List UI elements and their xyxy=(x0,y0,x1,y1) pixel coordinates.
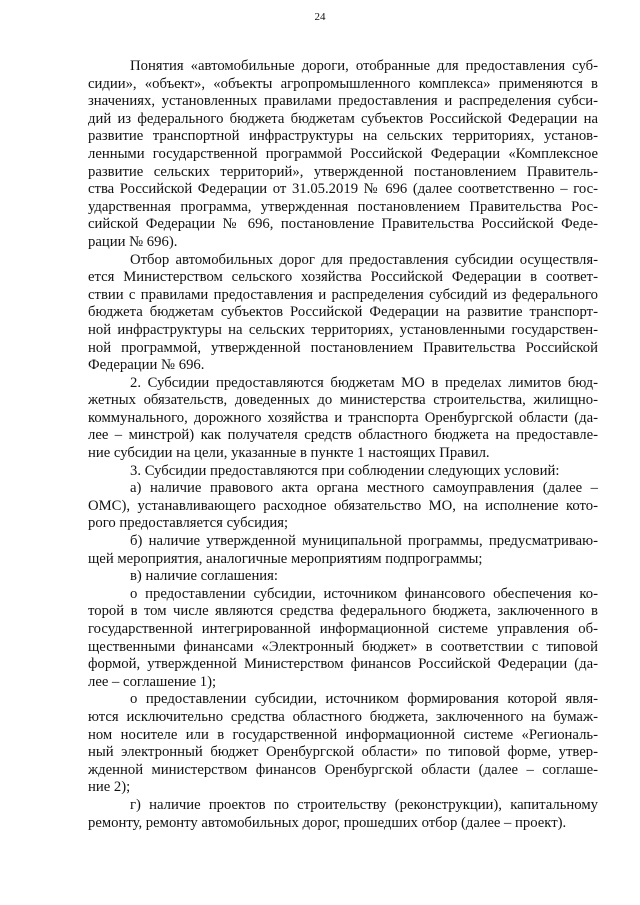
text-line: щественными финансами «Электронный бюджет» в соответствии с типовой xyxy=(88,638,598,655)
text-line: Понятия «автомобильные дороги, отобранные для предоставления суб- xyxy=(130,58,598,74)
text-line: б) наличие утвержденной муниципальной программы, предусматриваю- xyxy=(130,533,598,550)
text-line: ются исключительно средства областного бюджета, заключенного на бумаж- xyxy=(88,708,598,725)
text-line: лее – соглашение 1); xyxy=(88,673,217,690)
text-line: ствии с правилами предоставления и распределения субсидий из федерального xyxy=(88,286,598,303)
text-line: формой, утвержденной Министерством финансов Российской Федерации (да- xyxy=(88,656,598,673)
text-line: значениях, установленных правилами предоставления и распределения субси- xyxy=(88,93,598,110)
text-line: в) наличие соглашения: xyxy=(130,568,279,585)
text-line: ние 2); xyxy=(88,779,131,796)
text-line: сидии», «объект», «объекты агропромышленного комплекса» применяются в xyxy=(88,75,598,92)
text-line: ние субсидии на цели, указанные в пункте 1 настоящих Правил. xyxy=(88,445,490,462)
text-line: рации № 696). xyxy=(88,233,178,250)
text-line: Федерации № 696. xyxy=(88,357,205,374)
text-line: рого предоставляется субсидия; xyxy=(88,515,289,532)
text-line: ства Российской Федерации от 31.05.2019 № 696 (далее соответственно – гос- xyxy=(88,181,598,198)
text-line: бюджета бюджетам субъектов Российской Федерации на развитие транспорт- xyxy=(88,304,598,321)
text-line: жденной министерством финансов Оренбургской области (далее – соглаше- xyxy=(88,761,598,778)
text-line: ОМС), устанавливающего расходное обязательство МО, на исполнение кото- xyxy=(88,497,598,514)
page-number: 24 xyxy=(314,11,326,23)
text-line: 2. Субсидии предоставляются бюджетам МО в пределах лимитов бюд- xyxy=(130,374,598,391)
text-line: сийской Федерации № 696, постановление Правительства Российской Феде- xyxy=(88,216,598,233)
text-line: развитие сельских территорий», утвержденной постановлением Правитель- xyxy=(88,163,598,180)
text-line: ется Министерством сельского хозяйства Российской Федерации в соответ- xyxy=(88,269,598,286)
text-line: ной программой, утвержденной постановлением Правительства Российской xyxy=(88,339,598,356)
document-body xyxy=(88,58,598,832)
text-line: жетных обязательств, доведенных до министерства строительства, жилищно- xyxy=(88,392,598,409)
text-line: ной инфраструктуры на сельских территориях, установленными государствен- xyxy=(88,321,598,338)
text-line: ный электронный бюджет Оренбургской области» по типовой форме, утвер- xyxy=(88,744,598,761)
text-line: о предоставлении субсидии, источником финансового обеспечения ко- xyxy=(130,585,598,602)
text-line: Отбор автомобильных дорог для предоставления субсидии осуществля- xyxy=(130,251,598,268)
text-line: государственной интегрированной информационной системе управления об- xyxy=(88,621,598,637)
text-line: а) наличие правового акта органа местного самоуправления (далее – xyxy=(130,480,598,497)
text-line: лее – минстрой) как получателя средств областного бюджета на предоставле- xyxy=(88,427,598,444)
text-line: щей мероприятия, аналогичные мероприятиям подпрограммы; xyxy=(88,550,483,567)
text-line: торой в том числе являются средства федерального бюджета, заключенного в xyxy=(88,603,598,620)
text-line: ленными государственной программой Российской Федерации «Комплексное xyxy=(88,145,598,162)
text-line: дий из федерального бюджета бюджетам субъектов Российской Федерации на xyxy=(88,110,598,127)
text-line: коммунального, дорожного хозяйства и транспорта Оренбургской области (да- xyxy=(88,409,598,426)
text-line: г) наличие проектов по строительству (реконструкции), капитальному xyxy=(130,796,598,813)
text-line: 3. Субсидии предоставляются при соблюдении следующих условий: xyxy=(130,462,560,479)
text-line: о предоставлении субсидии, источником формирования которой явля- xyxy=(130,691,598,708)
text-line: ударственная программа, утвержденная постановлением Правительства Рос- xyxy=(88,198,598,215)
text-line: ремонту, ремонту автомобильных дорог, прошедших отбор (далее – проект). xyxy=(88,814,567,831)
text-line: ном носителе или в государственной информационной системе «Региональ- xyxy=(88,726,598,743)
text-line: развитие транспортной инфраструктуры на сельских территориях, установ- xyxy=(88,128,598,145)
